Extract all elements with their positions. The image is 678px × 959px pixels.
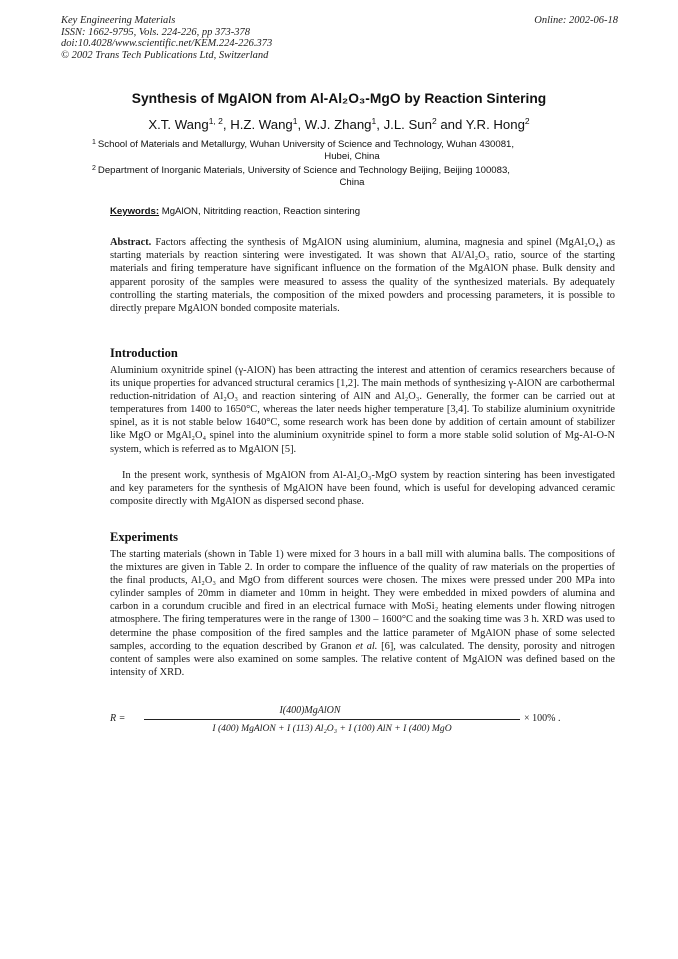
online-date: Online: 2002-06-18	[534, 15, 618, 26]
introduction-heading: Introduction	[110, 346, 178, 360]
experiments-paragraph: The starting materials (shown in Table 1) were mixed for 3 hours in a ball mill with alumina balls. The compositions of the mixtures are given in Table 2. In order to compare the influence of the quality of raw materials on the properties of the final products, Al₂O₃ and MgO from different sources were chosen. The mixes were pressed under 200 MPa into cylinder samples of 20mm in diameter and 10mm in height. They were embedded in mixed powders of alumina and carbon in a corundum crucible and fired in an electrical furnace with MoSi₂ heating elements under flowing nitrogen atmosphere. The firing temperatures were in the range of 1300 – 1600°C and the soaking time was 3 h. XRD was used to determine the phase composition of the fired samples and the lattice parameter of MgAlON phase of some selected samples, according to the equation described by Granon et al. [6], was calculated. The density, porosity and nitrogen content of samples were also examined on some samples. The relative content of MgAlON was defined based on the intensity of XRD.	[110, 549, 615, 678]
doi-line: doi:10.4028/www.scientific.net/KEM.224-226.373	[61, 38, 273, 49]
author: Y.R. Hong$^2$	[465, 116, 530, 132]
keywords-label: Keywords:	[110, 206, 160, 217]
copyright-line: © 2002 Trans Tech Publications Ltd, Switzerland	[61, 49, 269, 61]
xrd-ratio-equation	[110, 707, 630, 747]
affiliation-1: $^1$ School of Materials and Metallurgy, Wuhan University of Science and Technology, Wuhan 430081, Hubei, China	[92, 139, 515, 163]
keywords-text: MgAlON, Nitritding reaction, Reaction sintering	[159, 206, 361, 217]
equation-denominator: I (400) MgAlON + I (113) Al₂O₃ + I (100) AlN + I (400) MgO	[212, 723, 452, 734]
equation-percent: × 100% .	[524, 713, 561, 724]
equation-lhs: R =	[110, 713, 126, 724]
author: J.L. Sun$^2$ and	[383, 116, 466, 132]
affiliation-2: $^2$ Department of Inorganic Materials, University of Science and Technology Beijing, Beijing 100083, China	[92, 165, 510, 189]
journal-header	[61, 15, 272, 61]
keywords-line	[110, 206, 360, 217]
introduction-paragraph-2: In the present work, synthesis of MgAlON from Al-Al₂O₃-MgO system by reaction sintering has been investigated and key parameters for the synthesis of MgAlON have been found, which is useful for developing advanced ceramic composite directly with MgAlON as dispersed second phase.	[110, 470, 615, 508]
introduction-paragraph-1: Aluminium oxynitride spinel (γ-AlON) has been attracting the interest and attention of ceramics researchers because of its unique properties for advanced structural ceramics [1,2]. The main methods of synthesizing γ-AlON are carbothermal reduction-nitridation of Al₂O₃ and reaction sintering of AlN and Al₂O₃. Generally, the former can be carried out at temperatures from 1400 to 1650°C, whereas the later needs higher temperature [3,4]. To stabilize aluminium oxynitride spinel, as it is not stable below 1640°C, some research work has been done by addition of certain amount of stabilizer like MgO or MgAl₂O₄ spinel into the aluminium oxynitride spinel to form a more stable solid solution of Mg-Al-O-N system, which is referred as to MgAlON [5].	[110, 365, 615, 455]
equation-numerator: I(400)MgAlON	[279, 705, 341, 716]
fraction-bar	[144, 719, 520, 720]
issn-line: ISSN: 1662-9795, Vols. 224-226, pp 373-378	[61, 26, 250, 38]
author: W.J. Zhang$^1$,	[304, 116, 384, 132]
abstract	[110, 236, 615, 315]
paper-title: Synthesis of MgAlON from Al-Al₂O₃-MgO by Reaction Sintering	[131, 91, 547, 106]
abstract-label: Abstract.	[110, 237, 152, 248]
experiments-heading: Experiments	[110, 530, 179, 544]
author-list	[0, 117, 678, 132]
abstract-text: Factors affecting the synthesis of MgAlON using aluminium, alumina, magnesia and spinel (MgAl₂O₄) as starting materials by reaction sintering were investigated. It was shown that Al/Al₂O₃ ratio, source of the starting materials and firing temperature have significant influence on the formation of the MgAlON phase. Bulk density and apparent porosity of the samples were measured to assess the quality of the synthesized materials. By adequately controlling the starting materials, the composition of the mixed powders and processing parameters, it is possible to directly prepare MgAlON bonded composite materials.	[110, 237, 615, 315]
journal-name: Key Engineering Materials	[61, 15, 176, 26]
author: X.T. Wang$^{1, 2}$,	[148, 116, 231, 132]
author: H.Z. Wang$^1$,	[230, 116, 305, 132]
